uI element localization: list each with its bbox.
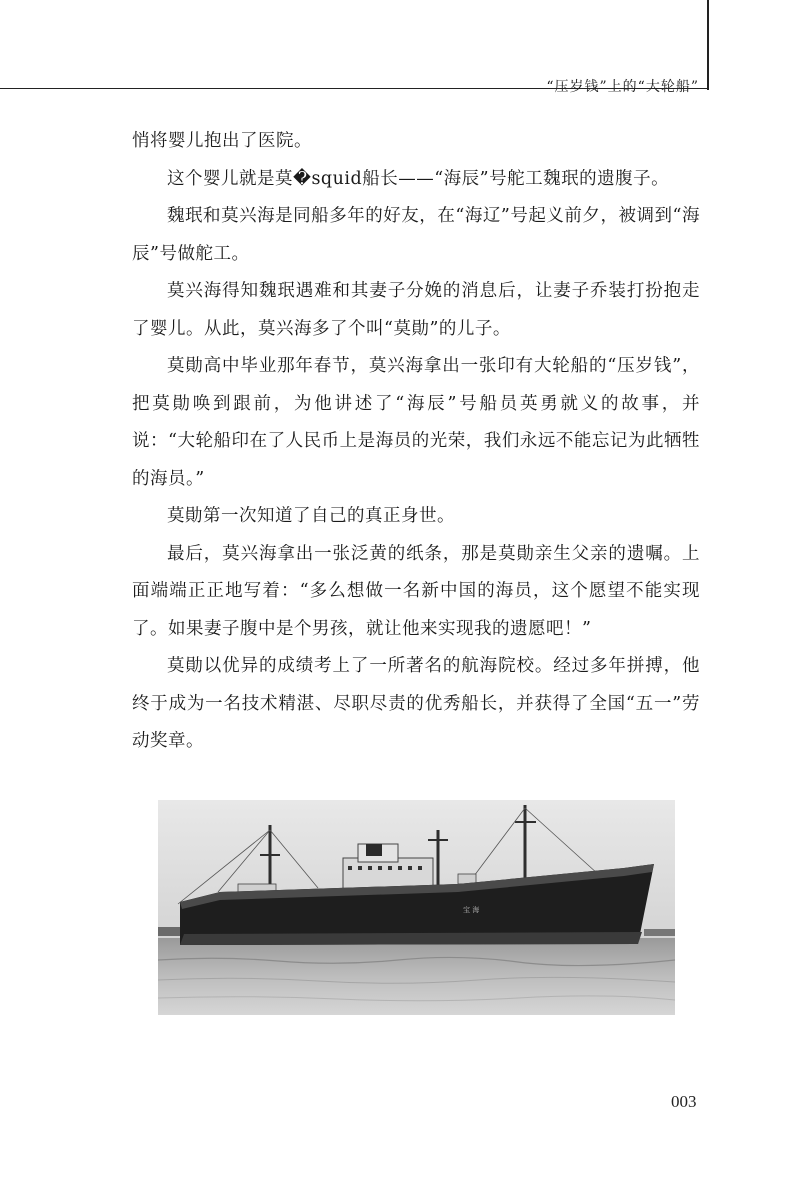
- paragraph: 最后，莫兴海拿出一张泛黄的纸条，那是莫勛亲生父亲的遗嘱。上面端端正正地写着：“多么想做一名新中国的海员，这个愿望不能实现了。如果妻子腹中是个男孩，就让他来实现我的遗愿吧！”: [132, 543, 700, 639]
- page-number: 003: [671, 1092, 697, 1111]
- header-vertical-rule: [707, 0, 709, 90]
- paragraph: 悄将婴儿抱出了医院。: [132, 131, 312, 151]
- paragraph: 魏珉和莫兴海是同船多年的好友，在“海辽”号起义前夕，被调到“海辰”号做舵工。: [132, 206, 700, 264]
- ship-photo: [158, 800, 675, 1015]
- paragraph: 莫兴海得知魏珉遇难和其妻子分娩的消息后，让妻子乔装打扮抱走了婴儿。从此，莫兴海多了个叫“莫勛”的儿子。: [132, 281, 700, 339]
- paragraph: 莫勛以优异的成绩考上了一所著名的航海院校。经过多年拼搏，他终于成为一名技术精湛、尽职尽责的优秀船长，并获得了全国“五一”劳动奖章。: [132, 656, 700, 751]
- body-text: [132, 123, 700, 761]
- paragraph: 这个婴儿就是莫�squid船长——“海辰”号舵工魏珉的遗腹子。: [167, 168, 670, 189]
- running-head: “压岁钱”上的“大轮船”: [546, 79, 699, 95]
- paragraph: 莫勛第一次知道了自己的真正身世。: [167, 506, 455, 526]
- hull-marking: 宝 海: [463, 906, 480, 914]
- paragraph: 莫勛高中毕业那年春节，莫兴海拿出一张印有大轮船的“压岁钱”，把莫勛唤到跟前，为他讲述了“海辰”号船员英勇就义的故事，并说：“大轮船印在了人民币上是海员的光荣，我们永远不能忘记为此牺牲的海员。”: [132, 356, 700, 489]
